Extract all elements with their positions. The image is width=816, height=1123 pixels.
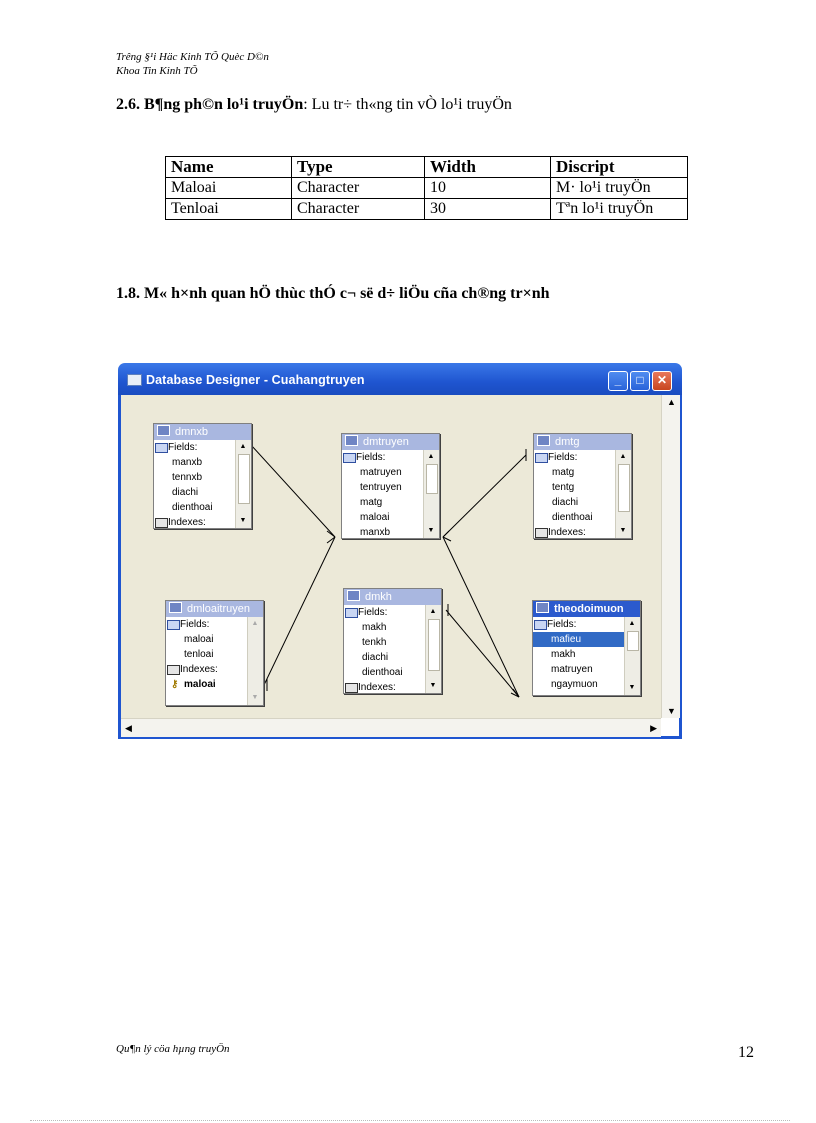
cell: 30: [425, 199, 551, 220]
field-item-selected[interactable]: mafieu: [533, 632, 625, 647]
field-item[interactable]: tenkh: [362, 637, 387, 648]
table-scrollbar[interactable]: [235, 440, 251, 528]
field-spec-table: [165, 156, 688, 220]
table-scrollbar[interactable]: [247, 617, 263, 705]
section-2-6-heading: [116, 96, 512, 114]
fields-header: Fields:: [166, 617, 263, 632]
horizontal-scrollbar[interactable]: [121, 718, 661, 737]
field-item[interactable]: diachi: [362, 652, 389, 663]
table-scrollbar[interactable]: [423, 450, 439, 538]
table-scrollbar[interactable]: [624, 617, 640, 695]
field-item[interactable]: maloai: [360, 512, 390, 523]
scroll-down-icon[interactable]: ▼: [429, 682, 437, 689]
field-item[interactable]: ngaymuon: [551, 679, 598, 690]
table-dmnxb[interactable]: [153, 423, 252, 529]
fields-header: Fields:: [154, 440, 251, 455]
bottom-rule: [30, 1120, 790, 1121]
minimize-button[interactable]: _: [608, 371, 628, 391]
cell: M· lo¹i truyÖn: [551, 178, 688, 199]
scroll-down-icon[interactable]: ▼: [619, 527, 627, 534]
table-dmtg[interactable]: [533, 433, 632, 539]
col-width-header: Width: [425, 157, 551, 178]
table-theodoimuon[interactable]: [532, 600, 641, 696]
table-dmtruyen[interactable]: [341, 433, 440, 539]
table-scrollbar[interactable]: [425, 605, 441, 693]
scroll-down-icon[interactable]: ▼: [427, 527, 435, 534]
footer-text: Qu¶n lý cöa hµng truyÖn: [116, 1043, 230, 1055]
page-number: 12: [738, 1044, 754, 1061]
table-row: [166, 178, 688, 199]
table-title-bar[interactable]: [154, 424, 251, 440]
field-item[interactable]: makh: [551, 649, 576, 660]
field-item[interactable]: tenloai: [184, 649, 214, 660]
field-item[interactable]: dienthoai: [552, 512, 593, 523]
table-grid-icon: [169, 602, 182, 613]
relation-line: [443, 455, 526, 537]
relation-line: [446, 610, 519, 697]
cell: Tªn lo¹i truyÖn: [551, 199, 688, 220]
table-grid-icon: [347, 590, 360, 601]
scroll-down-icon[interactable]: ▼: [251, 694, 259, 701]
scroll-down-icon[interactable]: ▼: [628, 684, 636, 691]
section-2-6-desc: : Lu tr÷ th«ng tin vÒ lo¹i truyÖn: [303, 96, 512, 113]
scroll-down-icon[interactable]: ▼: [667, 706, 676, 716]
table-row: [166, 199, 688, 220]
field-item[interactable]: tentg: [552, 482, 575, 493]
scroll-right-icon[interactable]: ▶: [650, 723, 657, 733]
maximize-button[interactable]: □: [630, 371, 650, 391]
col-name-header: Name: [166, 157, 292, 178]
table-grid-icon: [536, 602, 549, 613]
section-1-8-heading: 1.8. M« h×nh quan hÖ thùc thÓ c¬ së d÷ liÖu cña ch®ng tr×nh: [116, 285, 550, 302]
cell: Maloai: [166, 178, 292, 199]
scroll-up-icon[interactable]: ▲: [667, 397, 676, 407]
field-item[interactable]: tentruyen: [360, 482, 402, 493]
fields-header: Fields:: [534, 450, 631, 465]
scroll-up-icon[interactable]: ▲: [429, 608, 437, 615]
field-item[interactable]: diachi: [552, 497, 579, 508]
table-scrollbar[interactable]: [615, 450, 631, 538]
relation-line: [251, 445, 335, 537]
table-title-bar[interactable]: [533, 601, 640, 617]
table-title: dmtruyen: [363, 436, 409, 448]
vertical-scrollbar[interactable]: [661, 395, 680, 718]
scroll-down-icon[interactable]: ▼: [239, 517, 247, 524]
cell: Tenloai: [166, 199, 292, 220]
table-grid-icon: [345, 435, 358, 446]
close-button[interactable]: ✕: [652, 371, 672, 391]
field-item[interactable]: manxb: [172, 457, 203, 468]
key-icon: ⚷: [171, 679, 179, 690]
field-item[interactable]: manxb: [360, 527, 391, 538]
field-item[interactable]: matruyen: [360, 467, 402, 478]
cell: Character: [292, 199, 425, 220]
scroll-up-icon[interactable]: ▲: [251, 620, 259, 627]
scroll-up-icon[interactable]: ▲: [628, 620, 636, 627]
relation-line: [443, 537, 519, 697]
table-grid-icon: [157, 425, 170, 436]
field-item[interactable]: matg: [360, 497, 383, 508]
field-item[interactable]: makh: [362, 622, 387, 633]
relation-line: [264, 537, 335, 685]
scroll-up-icon[interactable]: ▲: [239, 443, 247, 450]
fields-header: Fields:: [342, 450, 439, 465]
database-designer-window: [118, 363, 682, 739]
page-header: [116, 50, 269, 78]
header-faculty: Khoa Tin Kinh TÕ: [116, 65, 198, 77]
table-title-bar[interactable]: [342, 434, 439, 450]
field-item[interactable]: maloai: [184, 634, 214, 645]
indexes-header: Indexes:: [166, 662, 263, 677]
section-2-6-title: 2.6. B¶ng ph©n lo¹i truyÖn: [116, 96, 304, 113]
table-title: dmtg: [555, 436, 580, 448]
indexes-header: Indexes:: [154, 515, 251, 530]
indexes-header: Indexes:: [344, 680, 441, 695]
fields-header: Fields:: [533, 617, 640, 632]
field-item[interactable]: diachi: [172, 487, 199, 498]
col-type-header: Type: [292, 157, 425, 178]
table-title-bar[interactable]: [166, 601, 263, 617]
cell: 10: [425, 178, 551, 199]
table-header-row: [166, 157, 688, 178]
table-title-bar[interactable]: [344, 589, 441, 605]
field-item[interactable]: matruyen: [551, 664, 593, 675]
table-title-bar[interactable]: [534, 434, 631, 450]
table-title: dmloaitruyen: [187, 603, 250, 615]
header-university: Trêng §¹i Häc Kinh TÕ Quèc D©n: [116, 51, 269, 63]
scroll-up-icon[interactable]: ▲: [427, 453, 435, 460]
field-item[interactable]: dienthoai: [362, 667, 403, 678]
app-icon: [127, 374, 142, 386]
table-title: dmnxb: [175, 426, 209, 438]
window-title: Database Designer - Cuahangtruyen: [146, 373, 365, 387]
diagram-canvas[interactable]: [121, 395, 661, 718]
scroll-left-icon[interactable]: ◀: [125, 723, 132, 733]
table-dmloaitruyen[interactable]: [165, 600, 264, 706]
scroll-up-icon[interactable]: ▲: [619, 453, 627, 460]
cell: Character: [292, 178, 425, 199]
title-bar[interactable]: [118, 363, 682, 395]
fields-header: Fields:: [344, 605, 441, 620]
index-item-key[interactable]: ⚷ maloai: [171, 679, 216, 690]
table-dmkh[interactable]: [343, 588, 442, 694]
field-item[interactable]: dienthoai: [172, 502, 213, 513]
col-discript-header: Discript: [551, 157, 688, 178]
table-grid-icon: [537, 435, 550, 446]
indexes-header: Indexes:: [534, 525, 631, 540]
field-item[interactable]: tennxb: [172, 472, 203, 483]
table-title: dmkh: [365, 591, 392, 603]
field-item[interactable]: matg: [552, 467, 575, 478]
table-title: theodoimuon: [554, 603, 624, 615]
